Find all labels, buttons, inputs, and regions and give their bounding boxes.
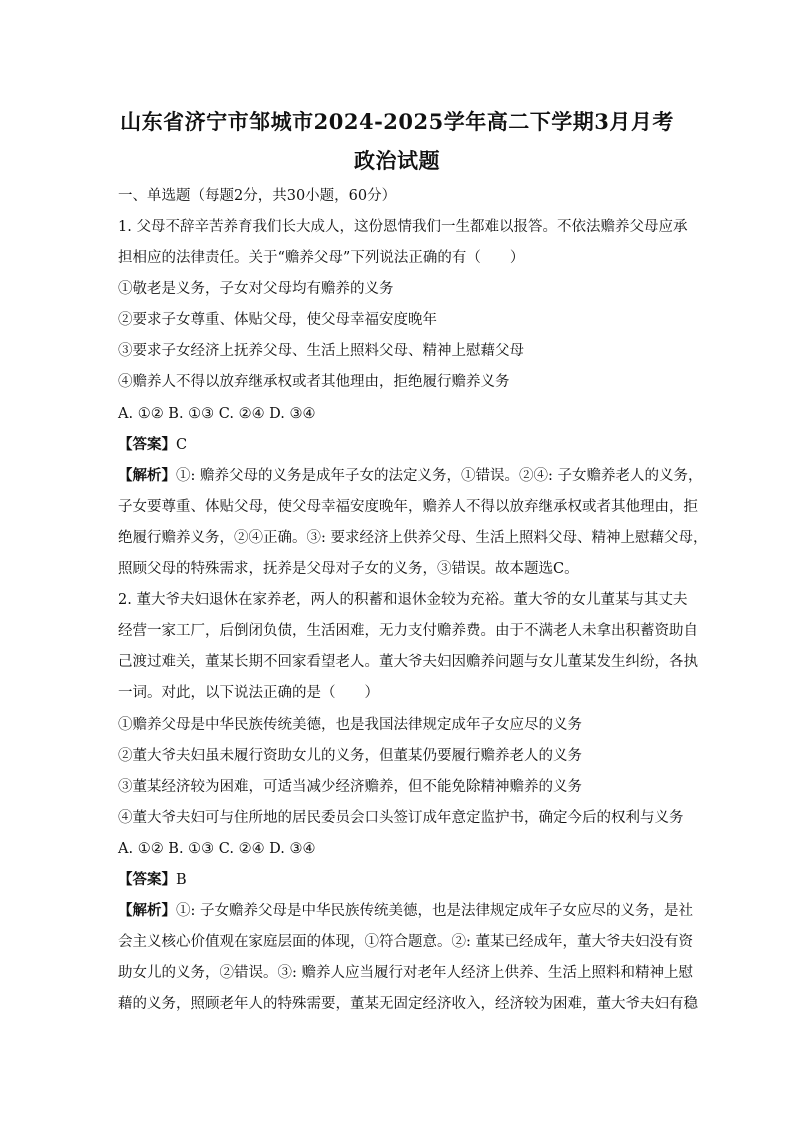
q2-analysis-text-1: ①: 子女赡养父母是中华民族传统美德，也是法律规定成年子女应尽的义务，是社 — [176, 903, 693, 919]
q1-option-4: ④赡养人不得以放弃继承权或者其他理由，拒绝履行赡养义务 — [118, 374, 510, 390]
q2-analysis-line-3: 助女儿的义务，②错误。③: 赡养人应当履行对老年人经济上供养、生活上照料和精神上慰 — [118, 965, 693, 981]
q1-analysis-line-3: 绝履行赡养义务，②④正确。③: 要求经济上供养父母、生活上照料父母、精神上慰藉父母， — [118, 530, 708, 546]
q1-stem-line-1: 1. 父母不辞辛苦养育我们长大成人，这份恩情我们一生都难以报答。不依法赡养父母应承 — [118, 219, 688, 235]
q2-stem-line-4: 一词。对此，以下说法正确的是（ ） — [118, 685, 379, 701]
q2-option-4: ④董大爷夫妇可与住所地的居民委员会口头签订成年意定监护书，确定今后的权利与义务 — [118, 810, 684, 826]
q2-option-1: ①赡养父母是中华民族传统美德，也是我国法律规定成年子女应尽的义务 — [118, 717, 582, 733]
q1-option-2: ②要求子女尊重、体贴父母，使父母幸福安度晚年 — [118, 312, 437, 328]
section-heading: 一、单选题（每题2分，共30小题，60分） — [118, 188, 397, 204]
q2-option-2: ②董大爷夫妇虽未履行资助女儿的义务，但董某仍要履行赡养老人的义务 — [118, 748, 582, 764]
q1-option-3: ③要求子女经济上抚养父母、生活上照料父母、精神上慰藉父母 — [118, 343, 524, 359]
q2-answer-value: B — [176, 872, 187, 888]
q1-analysis-label: 【解析】 — [118, 467, 176, 484]
q2-analysis-label: 【解析】 — [118, 902, 176, 919]
q2-answer-label: 【答案】 — [118, 871, 176, 888]
q2-stem-line-3: 己渡过难关，董某长期不回家看望老人。董大爷夫妇因赡养问题与女儿董某发生纠纷，各执 — [118, 654, 698, 670]
document-subtitle: 政治试题 — [354, 148, 440, 173]
q1-answer — [118, 435, 678, 455]
q2-analysis-line-2: 会主义核心价值观在家庭层面的体现，①符合题意。②: 董某已经成年，董大爷夫妇没有资 — [118, 934, 693, 950]
q1-analysis-line-4: 照顾父母的特殊需求，抚养是父母对子女的义务，③错误。故本题选C。 — [118, 561, 579, 577]
q1-answer-label: 【答案】 — [118, 436, 176, 453]
document-title: 山东省济宁市邹城市2024-2025学年高二下学期3月月考 — [120, 109, 674, 134]
q1-analysis-line-2: 子女要尊重、体贴父母，使父母幸福安度晚年，赡养人不得以放弃继承权或者其他理由，拒 — [118, 499, 698, 515]
q2-analysis-line-1 — [118, 901, 693, 921]
q1-choices: A. ①② B. ①③ C. ②④ D. ③④ — [118, 406, 316, 422]
q2-stem-line-1: 2. 董大爷夫妇退休在家养老，两人的积蓄和退休金较为充裕。董大爷的女儿董某与其丈夫 — [118, 592, 688, 608]
q1-analysis-text-1: ①: 赡养父母的义务是成年子女的法定义务，①错误。②④: 子女赡养老人的义务， — [176, 468, 703, 484]
q2-analysis-line-4: 藉的义务，照顾老年人的特殊需要，董某无固定经济收入，经济较为困难，董大爷夫妇有稳 — [118, 996, 698, 1012]
q2-stem-line-2: 经营一家工厂，后倒闭负债，生活困难，无力支付赡养费。由于不满老人未拿出积蓄资助自 — [118, 623, 698, 639]
q2-choices: A. ①② B. ①③ C. ②④ D. ③④ — [118, 841, 316, 857]
q1-stem-line-2: 担相应的法律责任。关于“赡养父母”下列说法正确的有（ ） — [118, 250, 525, 266]
q2-answer — [118, 870, 678, 890]
q1-analysis-line-1 — [118, 466, 703, 486]
q1-answer-value: C — [176, 437, 188, 453]
q1-option-1: ①敬老是义务，子女对父母均有赡养的义务 — [118, 281, 394, 297]
q2-option-3: ③董某经济较为困难，可适当减少经济赡养，但不能免除精神赡养的义务 — [118, 779, 582, 795]
